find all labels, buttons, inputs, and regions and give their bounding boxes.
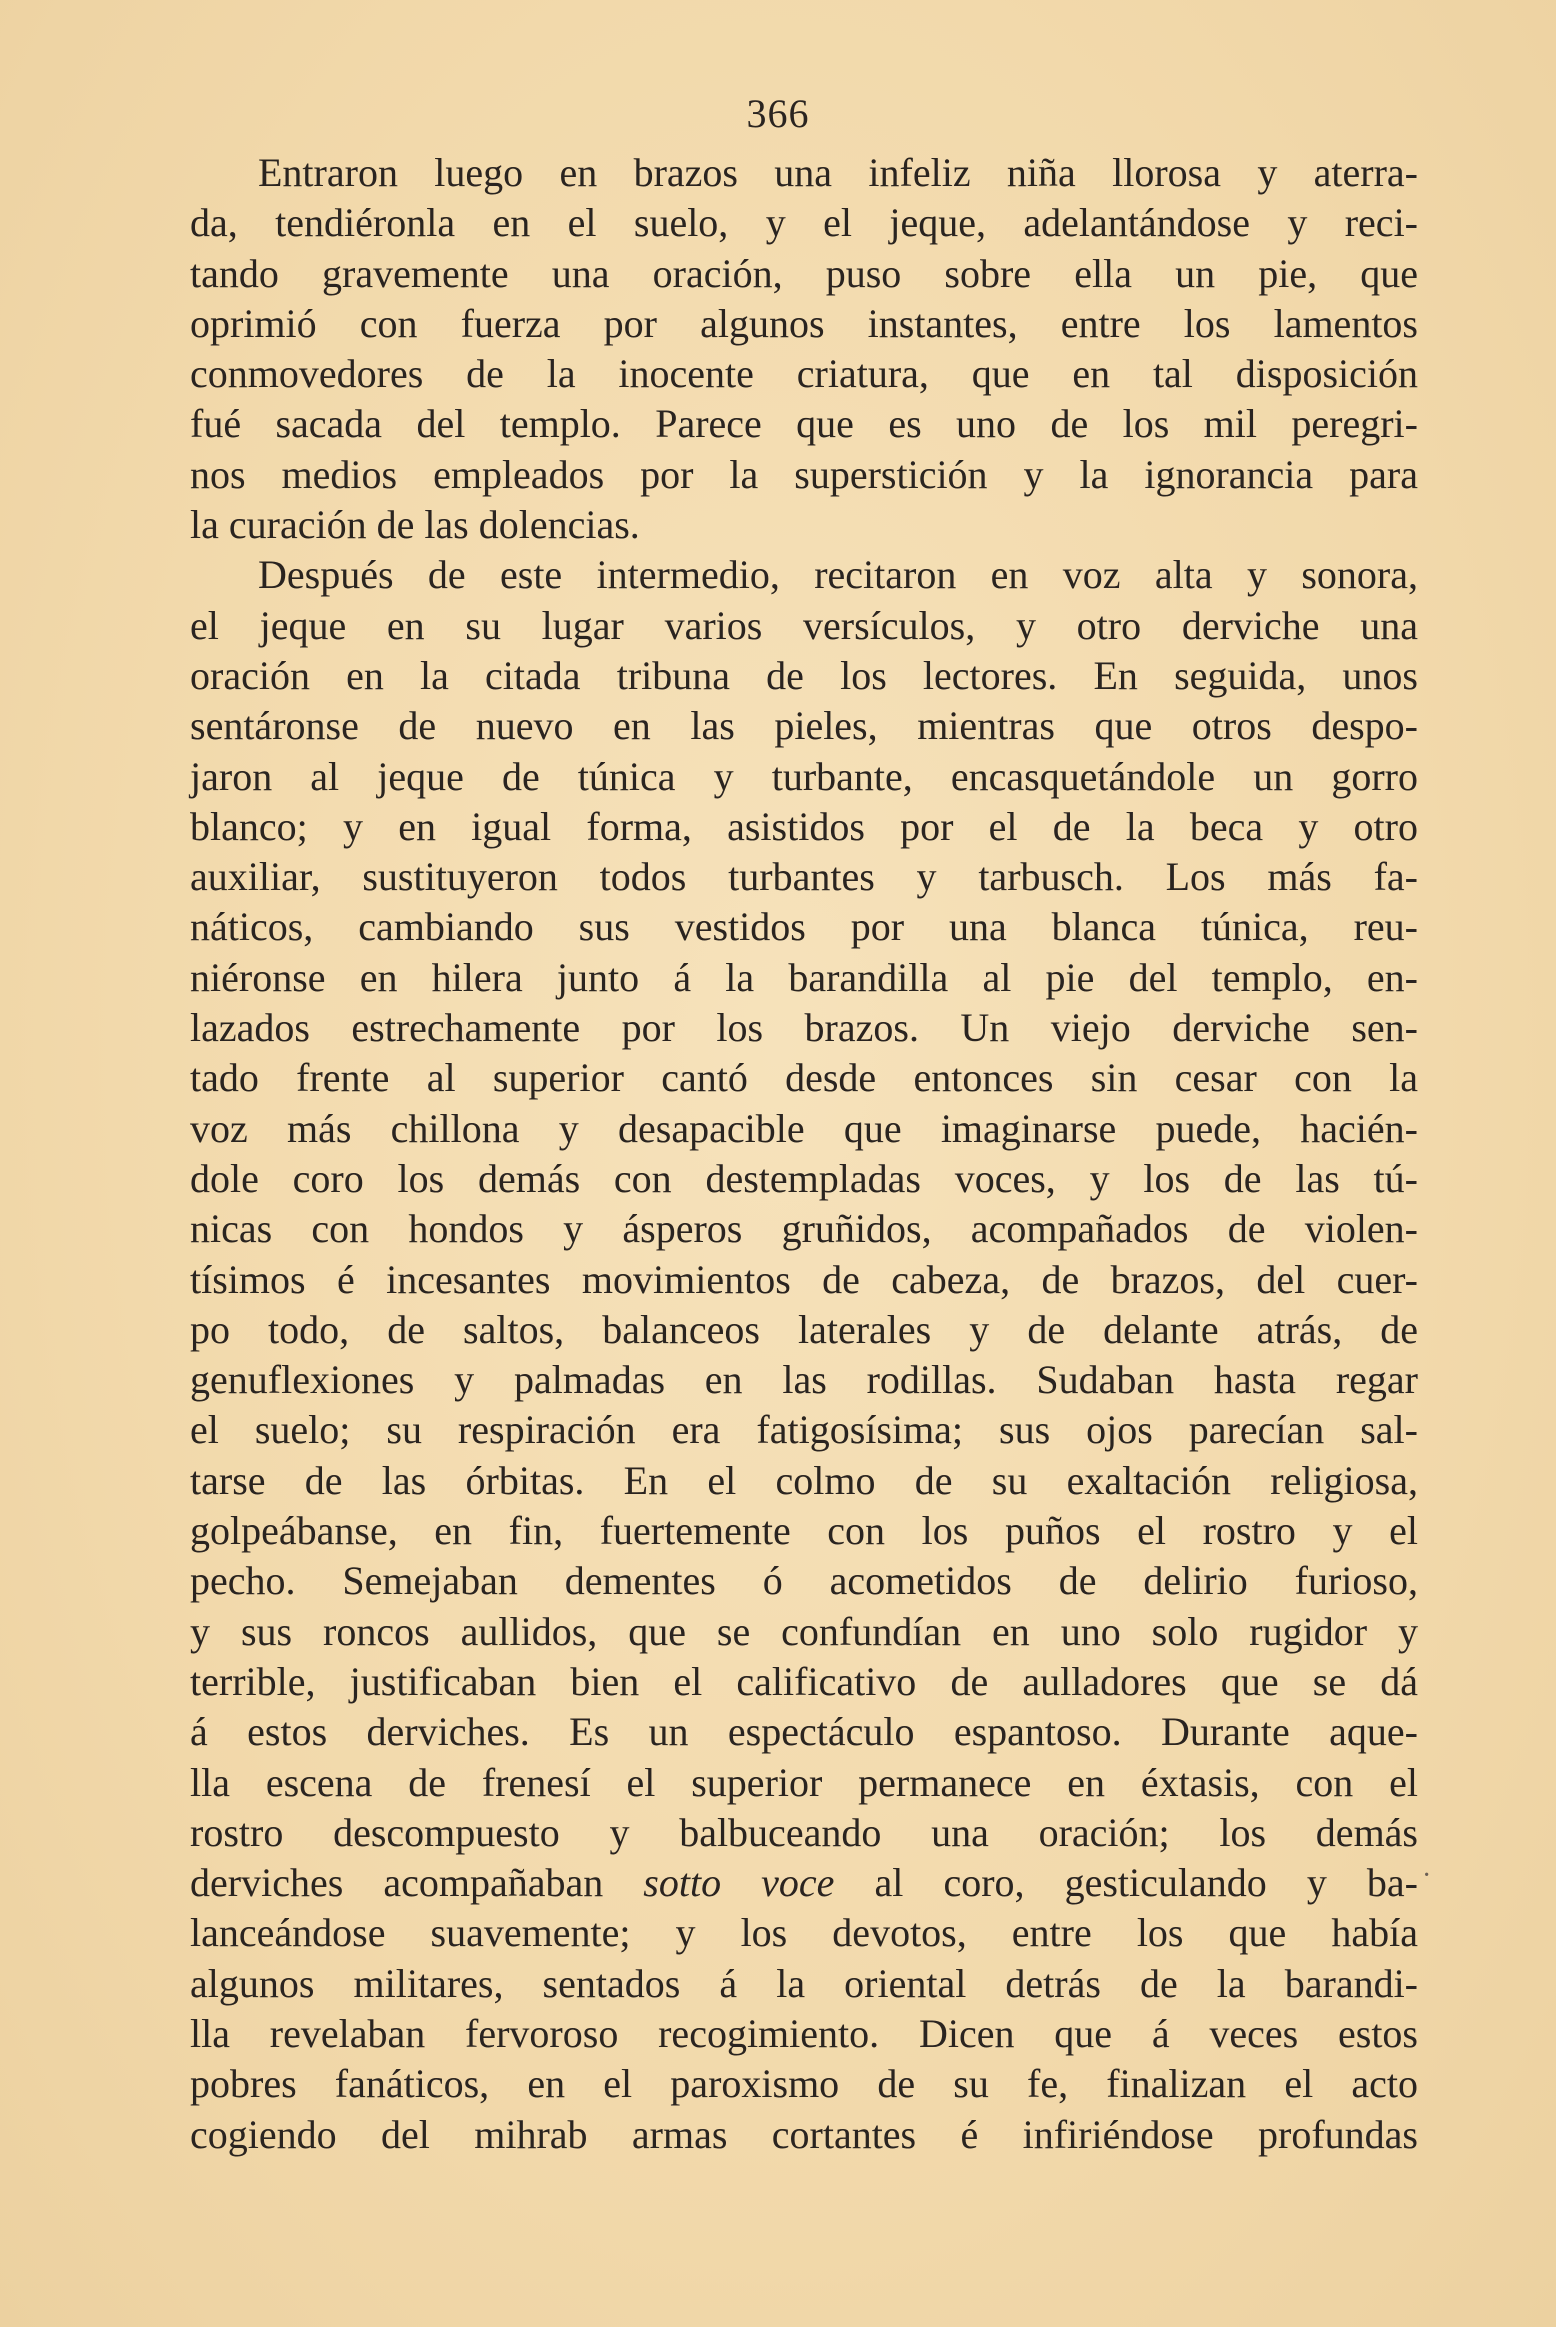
text-line: á estos derviches. Es un espectáculo espantoso. Durante aque- — [190, 1709, 1418, 1755]
margin-dot: · — [1422, 1860, 1432, 1891]
text-line: Después de este intermedio, recitaron en voz alta y sonora, — [258, 552, 1418, 598]
text-line: oración en la citada tribuna de los lectores. En seguida, unos — [190, 652, 1418, 698]
text-line: tando gravemente una oración, puso sobre ella un pie, que — [190, 250, 1418, 296]
text-line: el jeque en su lugar varios versículos, y otro derviche una — [190, 602, 1418, 648]
text-line: lazados estrechamente por los brazos. Un viejo derviche sen- — [190, 1005, 1418, 1051]
text-line: lla escena de frenesí el superior permanece en éxtasis, con el — [190, 1759, 1418, 1805]
body-text — [190, 148, 1418, 2160]
text-line: nicas con hondos y ásperos gruñidos, acompañados de violen- — [190, 1206, 1418, 1252]
text-line: cogiendo del mihrab armas cortantes é infiriéndose profundas — [190, 2111, 1418, 2157]
text-line: genuflexiones y palmadas en las rodillas. Sudaban hasta regar — [190, 1357, 1418, 1403]
text-line: tarse de las órbitas. En el colmo de su exaltación religiosa, — [190, 1457, 1418, 1503]
text-line: lanceándose suavemente; y los devotos, entre los que había — [190, 1910, 1418, 1956]
text-line: conmovedores de la inocente criatura, que en tal disposición — [190, 351, 1418, 397]
text-line: náticos, cambiando sus vestidos por una blanca túnica, reu- — [190, 904, 1418, 950]
text-line: blanco; y en igual forma, asistidos por el de la beca y otro — [190, 803, 1418, 849]
text-line: oprimió con fuerza por algunos instantes, entre los lamentos — [190, 300, 1418, 346]
text-line: rostro descompuesto y balbuceando una oración; los demás — [190, 1809, 1418, 1855]
text-line: dole coro los demás con destempladas voces, y los de las tú- — [190, 1155, 1418, 1201]
text-line: Entraron luego en brazos una infeliz niña llorosa y aterra- — [258, 150, 1418, 195]
text-line: nos medios empleados por la superstición y la ignorancia para — [190, 451, 1418, 497]
text-line-with-italic — [190, 1858, 1418, 1908]
text-line: po todo, de saltos, balanceos laterales y de delante atrás, de — [190, 1306, 1418, 1352]
text-line: auxiliar, sustituyeron todos turbantes y tarbusch. Los más fa- — [190, 854, 1418, 900]
text-line: sentáronse de nuevo en las pieles, mientras que otros despo- — [190, 703, 1418, 749]
text-line: tísimos é incesantes movimientos de cabeza, de brazos, del cuer- — [190, 1256, 1418, 1302]
text-line: golpeábanse, en fin, fuertemente con los puños el rostro y el — [190, 1508, 1418, 1554]
text-line: pobres fanáticos, en el paroxismo de su fe, finalizan el acto — [190, 2061, 1418, 2107]
text-line: da, tendiéronla en el suelo, y el jeque, adelantándose y reci- — [190, 200, 1418, 246]
text-line: y sus roncos aullidos, que se confundían en uno solo rugidor y — [190, 1608, 1418, 1654]
text-line: lla revelaban fervoroso recogimiento. Dicen que á veces estos — [190, 2010, 1418, 2056]
text-line: niéronse en hilera junto á la barandilla al pie del templo, en- — [190, 954, 1418, 1000]
text-line: el suelo; su respiración era fatigosísima; sus ojos parecían sal- — [190, 1407, 1418, 1453]
text-segment: derviches acompañaban — [190, 1860, 604, 1906]
text-line: pecho. Semejaban dementes ó acometidos de delirio furioso, — [190, 1558, 1418, 1604]
text-line: fué sacada del templo. Parece que es uno de los mil peregri- — [190, 401, 1418, 447]
page-number: 366 — [746, 91, 810, 136]
text-line: terrible, justificaban bien el calificativo de aulladores que se dá — [190, 1658, 1418, 1704]
text-line: jaron al jeque de túnica y turbante, encasquetándole un gorro — [190, 753, 1418, 799]
text-line: voz más chillona y desapacible que imaginarse puede, hacién- — [190, 1105, 1418, 1151]
text-line: la curación de las dolencias. — [190, 502, 640, 548]
text-segment: al coro, gesticulando y ba- — [874, 1860, 1418, 1906]
text-line: tado frente al superior cantó desde entonces sin cesar con la — [190, 1055, 1418, 1101]
text-line: algunos militares, sentados á la oriental detrás de la barandi- — [190, 1960, 1418, 2006]
italic-phrase: sotto voce — [643, 1860, 835, 1906]
